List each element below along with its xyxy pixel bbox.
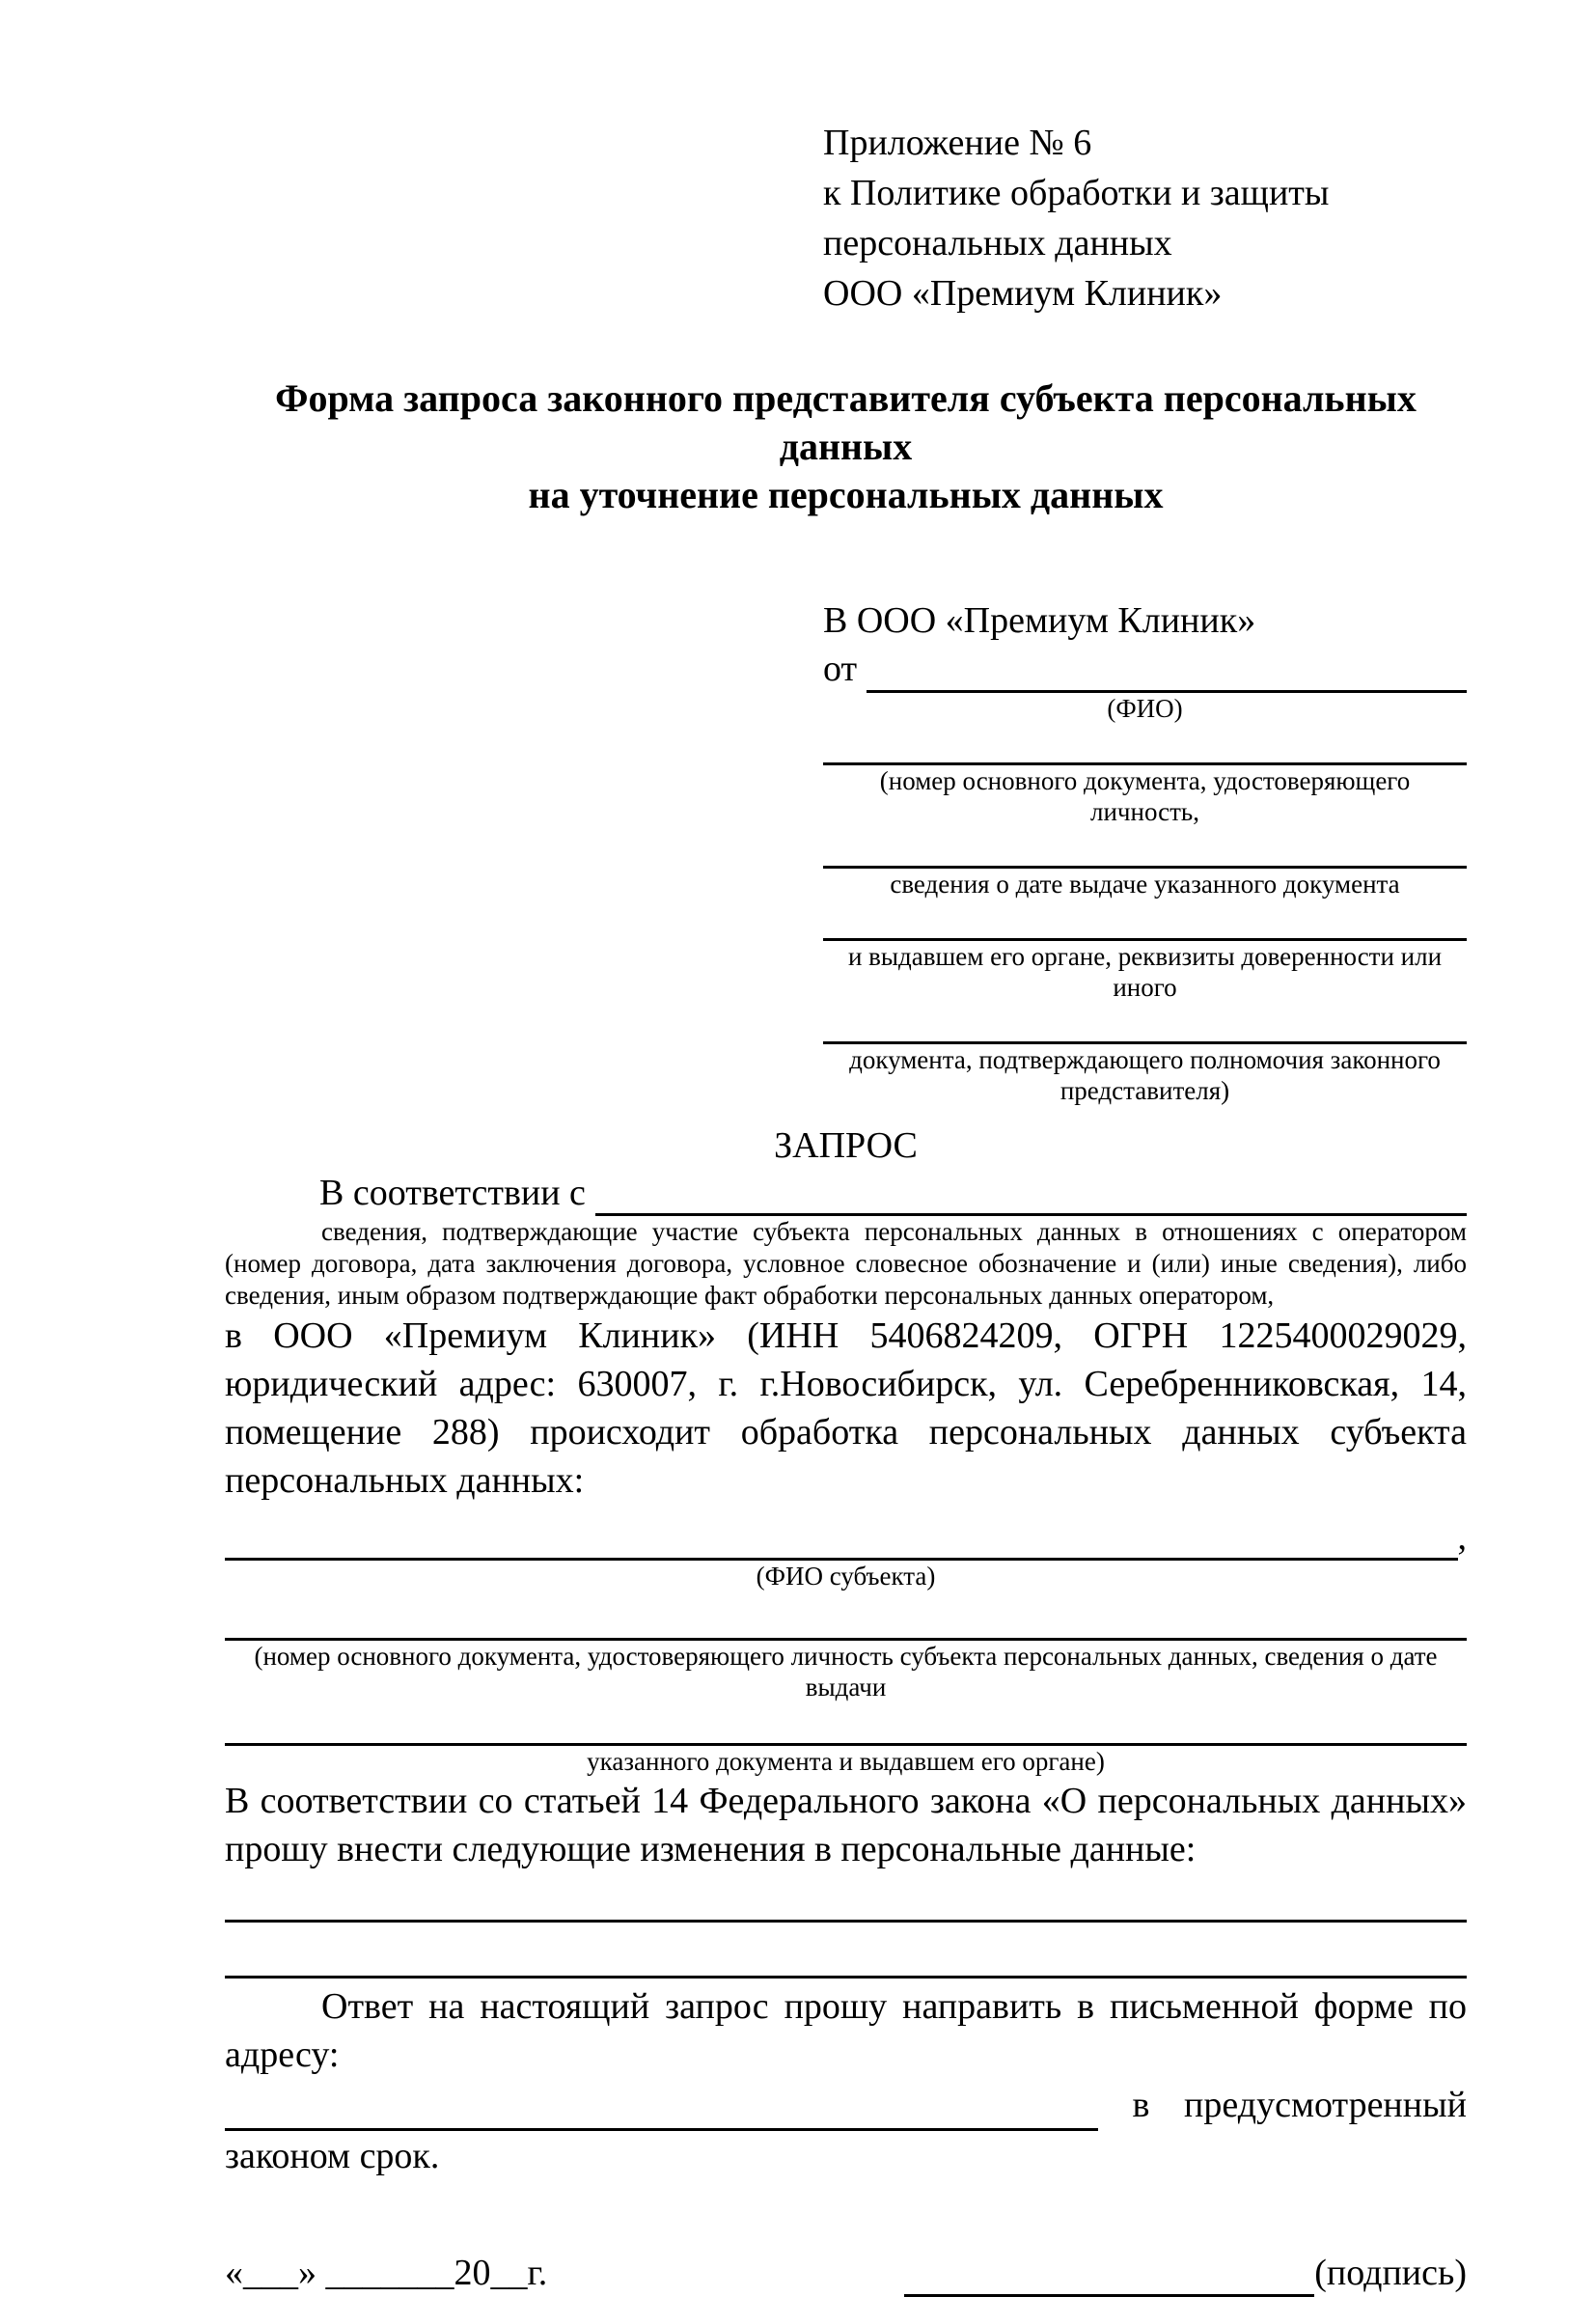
- addressee-block: [823, 596, 1467, 1106]
- law-paragraph: В соответствии со статьей 14 Федерального закона «О персональных данных» прошу внести следующие изменения в персональные данные:: [225, 1781, 1467, 1869]
- subject-fio-row: [225, 1514, 1467, 1561]
- appendix-line: ООО «Премиум Клиник»: [823, 273, 1223, 314]
- intro-note: сведения, подтверждающие участие субъекта персональных данных в отношениях с оператором (номер договора, дата заключения договора, условное словесное обозначение и (или) иные сведения), либо сведения, иным образом подтверждающие факт обработки персональных данных оператором,: [225, 1217, 1467, 1310]
- appendix-note: [823, 118, 1467, 318]
- subject-fio-caption: (ФИО субъекта): [756, 1562, 936, 1591]
- doc-caption-4: документа, подтверждающего полномочия законного представителя): [849, 1045, 1441, 1105]
- doc-blank-line-3: [823, 899, 1467, 941]
- appendix-line: Приложение № 6: [823, 123, 1092, 163]
- answer-address-row: [225, 2079, 1467, 2131]
- signature-blank-line: [904, 2254, 1314, 2297]
- subject-doc-blank-line-2: [225, 1702, 1467, 1746]
- appendix-line: к Политике обработки и защиты: [823, 173, 1330, 213]
- fio-blank-line: [867, 680, 1467, 693]
- subject-doc-blank-line-1: [225, 1591, 1467, 1641]
- form-title-line-1: Форма запроса законного представителя субъекта персональных данных: [275, 376, 1417, 468]
- subject-doc-caption-2: указанного документа и выдавшем его органе): [587, 1747, 1105, 1776]
- doc-caption-3: и выдавшем его органе, реквизиты доверенности или иного: [847, 942, 1443, 1002]
- answer-word-term: предусмотренный: [1184, 2085, 1467, 2125]
- form-title-line-2: на уточнение персональных данных: [528, 473, 1164, 516]
- request-heading: ЗАПРОС: [774, 1125, 918, 1166]
- answer-word-in: в: [1132, 2085, 1150, 2125]
- subject-doc-caption-1: (номер основного документа, удостоверяющего личность субъекта персональных данных, сведения о дате выдачи: [254, 1642, 1438, 1702]
- doc-blank-line-4: [823, 1003, 1467, 1044]
- date-field: «___» _______20__г.: [225, 2253, 548, 2293]
- changes-blank-line-1: [225, 1873, 1467, 1923]
- appendix-line: персональных данных: [823, 223, 1172, 263]
- operator-paragraph: в ООО «Премиум Клиник» (ИНН 5406824209, ОГРН 1225400029029, юридический адрес: 630007, г. г.Новосибирск, ул. Серебренниковская, 14, помещение 288) происходит обработка персональных данных субъекта персональных данных:: [225, 1315, 1467, 1501]
- answer-tail: законом срок.: [225, 2136, 440, 2176]
- line-comma: ,: [1457, 1517, 1467, 1558]
- doc-caption-2: сведения о дате выдаче указанного документа: [890, 870, 1400, 899]
- fio-caption: (ФИО): [1107, 694, 1183, 723]
- intro-blank-line: [595, 1204, 1467, 1216]
- answer-paragraph: Ответ на настоящий запрос прошу направить в письменной форме по адресу:: [225, 1986, 1467, 2075]
- address-blank-line: [225, 2088, 1098, 2131]
- signature-block: [904, 2249, 1467, 2297]
- form-title: [225, 374, 1467, 519]
- from-row: [823, 645, 1467, 693]
- doc-blank-line-2: [823, 827, 1467, 869]
- changes-blank-line-2: [225, 1923, 1467, 1979]
- from-label: от: [823, 649, 858, 689]
- doc-blank-line-1: [823, 724, 1467, 765]
- addressee-org: В ООО «Премиум Клиник»: [823, 600, 1256, 641]
- subject-fio-blank-line: [225, 1548, 1458, 1561]
- signature-caption: (подпись): [1314, 2253, 1467, 2293]
- intro-label: В соответствии с: [319, 1173, 586, 1213]
- footer-row: [225, 2249, 1467, 2297]
- doc-caption-1: (номер основного документа, удостоверяющего личность,: [879, 766, 1411, 826]
- intro-row: [225, 1170, 1467, 1216]
